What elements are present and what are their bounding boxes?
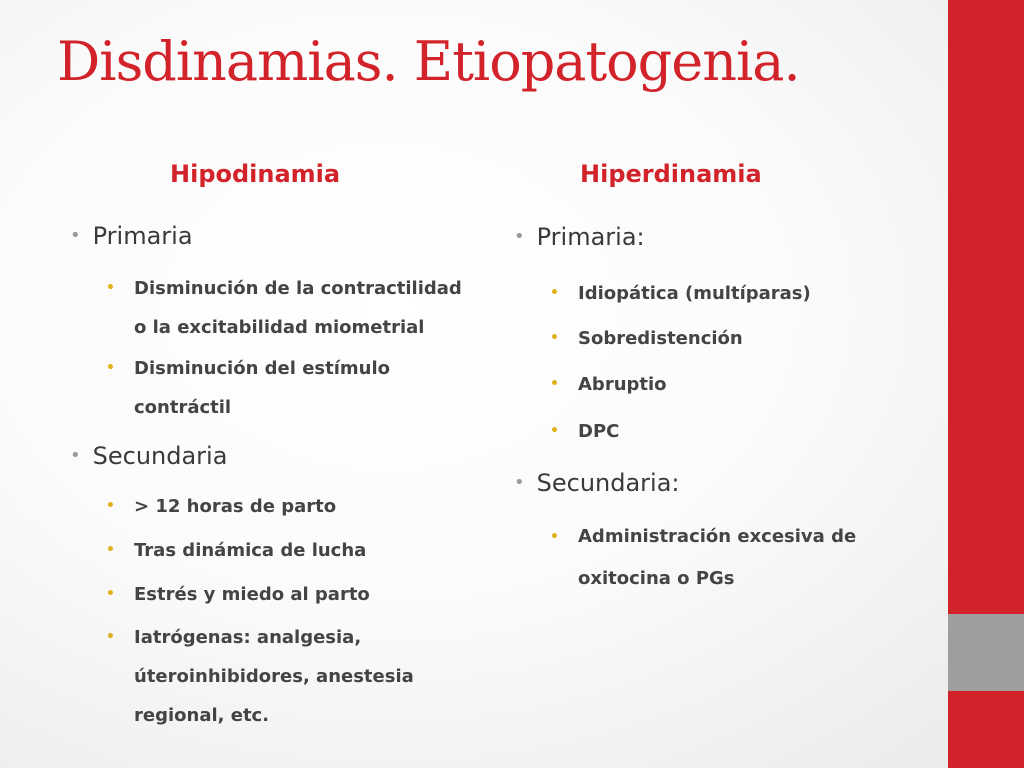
bullet-icon: • — [106, 542, 115, 558]
right-primaria-item: • Abruptio — [550, 365, 918, 404]
right-group-secundaria — [514, 469, 680, 497]
bullet-icon: • — [106, 280, 115, 296]
bullet-icon: • — [106, 360, 115, 376]
bullet-icon: • — [106, 586, 115, 602]
bullet-icon: • — [550, 529, 559, 545]
bullet-icon: • — [550, 423, 559, 439]
hiperdinamia-heading: Hiperdinamia — [580, 160, 762, 188]
bullet-icon: • — [106, 498, 115, 514]
side-accent-bar — [948, 0, 1024, 768]
bullet-icon: • — [106, 629, 115, 645]
right-secundaria-item: • Administración excesiva de oxitocina o PGs — [550, 516, 908, 600]
left-secundaria-item: • Tras dinámica de lucha — [106, 531, 474, 570]
group-label: Secundaria — [92, 442, 228, 470]
bullet-icon: • — [514, 472, 525, 493]
bullet-icon: • — [514, 226, 525, 247]
bullet-icon: • — [70, 225, 81, 246]
slide-title: Disdinamias. Etiopatogenia. — [57, 30, 800, 93]
bullet-icon: • — [550, 285, 559, 301]
left-group-primaria — [70, 222, 193, 250]
left-secundaria-item: • > 12 horas de parto — [106, 487, 474, 526]
bullet-icon: • — [550, 330, 559, 346]
group-label: Primaria: — [536, 223, 645, 251]
left-secundaria-item: • Estrés y miedo al parto — [106, 575, 474, 614]
left-group-secundaria — [70, 442, 227, 470]
left-secundaria-item: • Iatrógenas: analgesia, úteroinhibidores, anestesia regional, etc. — [106, 618, 434, 735]
left-primaria-item: • Disminución del estímulo contráctil — [106, 349, 434, 427]
right-primaria-item: • DPC — [550, 412, 918, 451]
bullet-icon: • — [550, 376, 559, 392]
left-primaria-item: • Disminución de la contractilidad o la excitabilidad miometrial — [106, 269, 474, 347]
group-label: Secundaria: — [536, 469, 680, 497]
hipodinamia-heading: Hipodinamia — [170, 160, 341, 188]
right-primaria-item: • Sobredistención — [550, 319, 918, 358]
right-primaria-item: • Idiopática (multíparas) — [550, 274, 918, 313]
right-group-primaria — [514, 223, 645, 251]
side-accent-gray-block — [948, 614, 1024, 691]
group-label: Primaria — [92, 222, 193, 250]
bullet-icon: • — [70, 445, 81, 466]
